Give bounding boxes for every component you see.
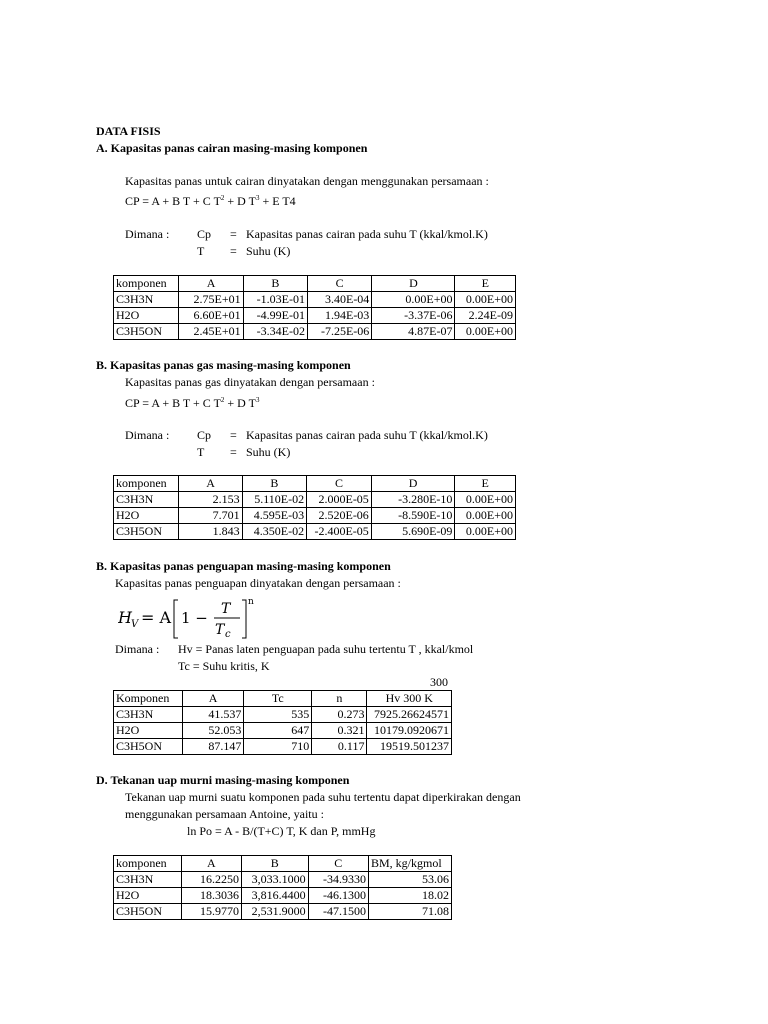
eq-end: + E T4 xyxy=(259,194,296,208)
section-a-equation xyxy=(125,194,296,208)
table-header-row xyxy=(114,856,452,872)
section-c-intro: Kapasitas panas penguapan dinyatakan dengan persamaan : xyxy=(115,576,401,590)
table-cell: 19519.501237 xyxy=(367,739,452,755)
table-liquid-heat-capacity xyxy=(113,275,516,340)
table-cell: 2.520E-06 xyxy=(307,508,372,524)
section-b-def-cp: Kapasitas panas cairan pada suhu T (kkal/kmol.K) xyxy=(246,428,488,442)
header-cell: D xyxy=(371,476,455,492)
table-cell: -8.590E-10 xyxy=(371,508,455,524)
section-c-def-tc: Tc = Suhu kritis, K xyxy=(178,659,270,673)
header-cell: C xyxy=(307,276,371,292)
section-b-def-t: Suhu (K) xyxy=(246,445,291,459)
table-cell: 16.2250 xyxy=(181,872,241,888)
vaporization-formula xyxy=(118,594,258,644)
table-row xyxy=(114,904,452,920)
header-cell: komponen xyxy=(114,476,179,492)
table-cell: 10179.0920671 xyxy=(367,723,452,739)
table-cell: 710 xyxy=(244,739,312,755)
formula-den: T xyxy=(215,622,225,638)
section-b-var-cp: Cp xyxy=(197,428,212,442)
table-cell: 0.00E+00 xyxy=(455,508,516,524)
header-cell: Tc xyxy=(244,691,312,707)
table-row xyxy=(114,308,516,324)
table-header-row xyxy=(114,476,516,492)
table-cell: -46.1300 xyxy=(308,888,368,904)
table-cell: 7925.26624571 xyxy=(367,707,452,723)
table-cell: -3.280E-10 xyxy=(371,492,455,508)
table-row xyxy=(114,707,452,723)
right-bracket xyxy=(242,600,246,638)
table-cell: C3H3N xyxy=(114,292,179,308)
table-header-row xyxy=(114,276,516,292)
formula-one: 1 − xyxy=(181,609,208,627)
table-cell: 87.147 xyxy=(182,739,244,755)
section-a-intro: Kapasitas panas untuk cairan dinyatakan dengan menggunakan persamaan : xyxy=(125,174,489,188)
table-cell: 2.45E+01 xyxy=(179,324,243,340)
table-cell: 18.02 xyxy=(369,888,452,904)
section-a-heading: A. Kapasitas panas cairan masing-masing komponen xyxy=(96,141,368,155)
table-cell: 41.537 xyxy=(182,707,244,723)
header-cell: Hv 300 K xyxy=(367,691,452,707)
section-a-var-t: T xyxy=(197,244,205,258)
section-b-intro: Kapasitas panas gas dinyatakan dengan persamaan : xyxy=(125,375,375,389)
table-cell: H2O xyxy=(114,308,179,324)
left-bracket xyxy=(174,600,178,638)
table-row xyxy=(114,524,516,540)
table-cell: 5.110E-02 xyxy=(242,492,306,508)
section-a-def-t: Suhu (K) xyxy=(246,244,291,258)
eq-prefix: CP = A + B T + C T xyxy=(125,396,221,410)
header-cell: komponen xyxy=(114,276,179,292)
table-cell: C3H5ON xyxy=(114,524,179,540)
table-cell: 5.690E-09 xyxy=(371,524,455,540)
table-cell: 71.08 xyxy=(369,904,452,920)
table-cell: -1.03E-01 xyxy=(243,292,307,308)
eq-mid: + D T xyxy=(224,396,256,410)
header-cell: C xyxy=(307,476,372,492)
table-cell: H2O xyxy=(114,723,183,739)
table-cell: 3.40E-04 xyxy=(307,292,371,308)
table-cell: 0.00E+00 xyxy=(455,292,516,308)
header-cell: A xyxy=(179,276,243,292)
table-row xyxy=(114,739,452,755)
table-cell: C3H5ON xyxy=(114,324,179,340)
table-row xyxy=(114,324,516,340)
table-cell: 535 xyxy=(244,707,312,723)
table-cell: -47.1500 xyxy=(308,904,368,920)
section-a-eq-sign-2: = xyxy=(230,244,237,258)
table-cell: 2.75E+01 xyxy=(179,292,243,308)
formula-lhs: H xyxy=(118,608,132,627)
table-row xyxy=(114,723,452,739)
table-cell: 0.117 xyxy=(312,739,367,755)
section-c-temperature: 300 xyxy=(430,675,448,689)
table-cell: C3H3N xyxy=(114,707,183,723)
table-cell: 3,033.1000 xyxy=(242,872,309,888)
header-cell: D xyxy=(372,276,455,292)
header-cell: A xyxy=(182,691,244,707)
eq-sup-2: 3 xyxy=(255,396,260,404)
section-a-dimana: Dimana : xyxy=(125,227,170,241)
header-cell: B xyxy=(242,856,309,872)
table-cell: C3H5ON xyxy=(114,904,182,920)
table-cell: 2.153 xyxy=(179,492,242,508)
table-cell: 1.843 xyxy=(179,524,242,540)
section-d-intro-1: Tekanan uap murni suatu komponen pada suhu tertentu dapat diperkirakan dengan xyxy=(125,790,521,804)
table-cell: C3H3N xyxy=(114,872,182,888)
formula-den-sub: c xyxy=(225,629,231,640)
table-cell: -2.400E-05 xyxy=(307,524,372,540)
table-cell: 0.00E+00 xyxy=(372,292,455,308)
header-cell: B xyxy=(243,276,307,292)
table-header-row xyxy=(114,691,452,707)
table-cell: 2,531.9000 xyxy=(242,904,309,920)
header-cell: B xyxy=(242,476,306,492)
table-cell: 3,816.4400 xyxy=(242,888,309,904)
section-b-equation xyxy=(125,396,259,410)
table-cell: 7.701 xyxy=(179,508,242,524)
table-cell: -4.99E-01 xyxy=(243,308,307,324)
section-c-heading: B. Kapasitas panas penguapan masing-masing komponen xyxy=(96,559,391,573)
eq-sup-1: 2 xyxy=(220,396,225,404)
table-cell: 2.24E-09 xyxy=(455,308,516,324)
table-cell: 0.00E+00 xyxy=(455,524,516,540)
section-a-eq-sign-1: = xyxy=(230,227,237,241)
eq-sup-2: 3 xyxy=(255,194,260,202)
table-cell: -3.34E-02 xyxy=(243,324,307,340)
header-cell: C xyxy=(308,856,368,872)
table-row xyxy=(114,888,452,904)
table-row xyxy=(114,292,516,308)
table-vaporization xyxy=(113,690,452,755)
header-cell: E xyxy=(455,276,516,292)
table-cell: -34.9330 xyxy=(308,872,368,888)
table-cell: 4.595E-03 xyxy=(242,508,306,524)
section-d-equation: ln Po = A - B/(T+C) T, K dan P, mmHg xyxy=(187,824,376,838)
eq-prefix: CP = A + B T + C T xyxy=(125,194,221,208)
table-row xyxy=(114,492,516,508)
header-cell: E xyxy=(455,476,516,492)
section-b-eq-sign-1: = xyxy=(230,428,237,442)
header-cell: A xyxy=(179,476,242,492)
table-cell: 1.94E-03 xyxy=(307,308,371,324)
header-cell: komponen xyxy=(114,856,182,872)
header-cell: Komponen xyxy=(114,691,183,707)
table-cell: -3.37E-06 xyxy=(372,308,455,324)
section-b-heading: B. Kapasitas panas gas masing-masing komponen xyxy=(96,358,351,372)
table-cell: H2O xyxy=(114,888,182,904)
formula-eq: = A xyxy=(141,608,172,627)
page-title: DATA FISIS xyxy=(96,124,161,138)
section-c-def-hv: Hv = Panas laten penguapan pada suhu tertentu T , kkal/kmol xyxy=(178,642,474,656)
eq-sup-1: 2 xyxy=(220,194,225,202)
header-cell: n xyxy=(312,691,367,707)
section-a-var-cp: Cp xyxy=(197,227,212,241)
table-cell: -7.25E-06 xyxy=(307,324,371,340)
table-cell: 0.321 xyxy=(312,723,367,739)
formula-lhs-sub: V xyxy=(131,619,139,630)
section-b-eq-sign-2: = xyxy=(230,445,237,459)
table-cell: 15.9770 xyxy=(181,904,241,920)
section-c-dimana: Dimana : xyxy=(115,642,160,656)
eq-mid: + D T xyxy=(224,194,256,208)
table-cell: 18.3036 xyxy=(181,888,241,904)
header-cell: BM, kg/kgmol xyxy=(369,856,452,872)
table-cell: 52.053 xyxy=(182,723,244,739)
table-cell: 4.350E-02 xyxy=(242,524,306,540)
table-gas-heat-capacity xyxy=(113,475,516,540)
table-row xyxy=(114,508,516,524)
table-cell: 0.00E+00 xyxy=(455,324,516,340)
table-cell: 0.00E+00 xyxy=(455,492,516,508)
section-d-heading: D. Tekanan uap murni masing-masing komponen xyxy=(96,773,350,787)
section-b-var-t: T xyxy=(197,445,205,459)
formula-num: T xyxy=(221,601,231,617)
formula-exp: n xyxy=(248,597,254,607)
section-d-intro-2: menggunakan persamaan Antoine, yaitu : xyxy=(125,807,324,821)
table-cell: H2O xyxy=(114,508,179,524)
table-cell: 53.06 xyxy=(369,872,452,888)
table-cell: 2.000E-05 xyxy=(307,492,372,508)
table-antoine xyxy=(113,855,452,920)
table-row xyxy=(114,872,452,888)
table-cell: 647 xyxy=(244,723,312,739)
table-cell: C3H3N xyxy=(114,492,179,508)
table-cell: 0.273 xyxy=(312,707,367,723)
table-cell: 6.60E+01 xyxy=(179,308,243,324)
table-cell: C3H5ON xyxy=(114,739,183,755)
section-a-def-cp: Kapasitas panas cairan pada suhu T (kkal/kmol.K) xyxy=(246,227,488,241)
header-cell: A xyxy=(181,856,241,872)
section-b-dimana: Dimana : xyxy=(125,428,170,442)
table-cell: 4.87E-07 xyxy=(372,324,455,340)
